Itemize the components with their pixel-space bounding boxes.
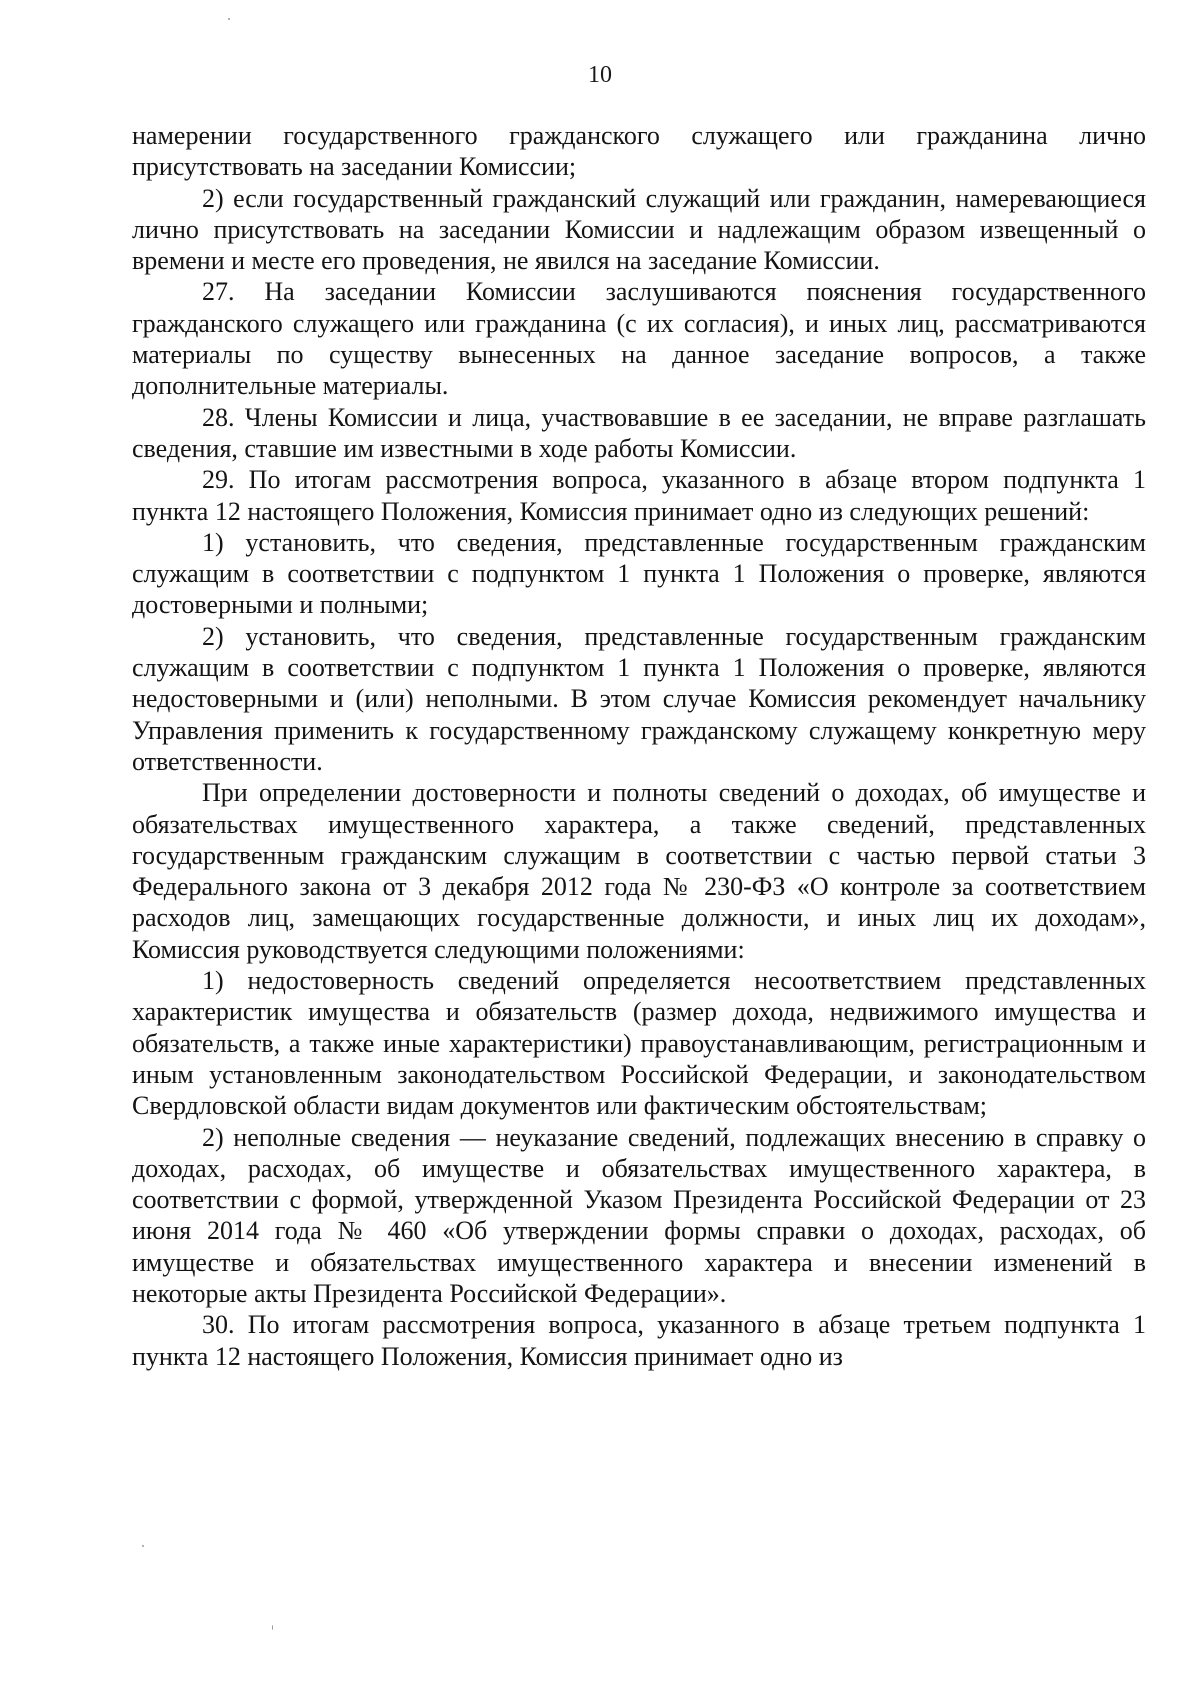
paragraph-rule-1: 1) недостоверность сведений определяется несоответствием представленных характеристик имущества и обязательств (размер дохода, недвижимого имущества и обязательств, а также иные характеристики) правоустанавливающим, регистрационным и иным установленным законодательством Российской Федерации, и законодательством Свердловской области видам документов или фактическим обстоятельствам;	[132, 966, 1146, 1121]
paragraph-continuation: намерении государственного гражданского служащего или гражданина лично присутствовать на заседании Комиссии;	[132, 121, 1146, 182]
document-body	[132, 120, 1146, 1372]
paragraph-29: 29. По итогам рассмотрения вопроса, указанного в абзаце втором подпункта 1 пункта 12 настоящего Положения, Комиссия принимает одно из следующих решений:	[132, 465, 1146, 526]
paragraph-reliability-rules: При определении достоверности и полноты сведений о доходах, об имуществе и обязательствах имущественного характера, а также сведений, представленных государственным гражданским служащим в соответствии с частью первой статьи 3 Федерального закона от 3 декабря 2012 года № 230-ФЗ «О контроле за соответствием расходов лиц, замещающих государственные должности, и иных лиц их доходам», Комиссия руководствуется следующими положениями:	[132, 778, 1146, 964]
page-number: 10	[588, 62, 612, 88]
paragraph-30: 30. По итогам рассмотрения вопроса, указанного в абзаце третьем подпункта 1 пункта 12 настоящего Положения, Комиссия принимает одно из	[132, 1310, 1146, 1371]
paragraph-27: 27. На заседании Комиссии заслушиваются пояснения государственного гражданского служащего или гражданина (с их согласия), и иных лиц, рассматриваются материалы по существу вынесенных на данное заседание вопросов, а также дополнительные материалы.	[132, 277, 1146, 401]
paragraph-item-2: 2) если государственный гражданский служащий или гражданин, намеревающиеся лично присутствовать на заседании Комиссии и надлежащим образом извещенный о времени и месте его проведения, не явился на заседание Комиссии.	[132, 183, 1146, 276]
paragraph-rule-2: 2) неполные сведения — неуказание сведений, подлежащих внесению в справку о доходах, расходах, об имуществе и обязательствах имущественного характера, в соответствии с формой, утвержденной Указом Президента Российской Федерации от 23 июня 2014 года № 460 «Об утверждении формы справки о доходах, расходах, об имуществе и обязательствах имущественного характера и внесении изменений в некоторые акты Президента Российской Федерации».	[132, 1122, 1146, 1308]
paragraph-29-item-1: 1) установить, что сведения, представленные государственным гражданским служащим в соответствии с подпунктом 1 пункта 1 Положения о проверке, являются достоверными и полными;	[132, 527, 1146, 620]
paragraph-28: 28. Члены Комиссии и лица, участвовавшие в ее заседании, не вправе разглашать сведения, ставшие им известными в ходе работы Комиссии.	[132, 402, 1146, 463]
paragraph-29-item-2: 2) установить, что сведения, представленные государственным гражданским служащим в соответствии с подпунктом 1 пункта 1 Положения о проверке, являются недостоверными и (или) неполными. В этом случае Комиссия рекомендует начальнику Управления применить к государственному гражданскому служащему конкретную меру ответственности.	[132, 621, 1146, 776]
